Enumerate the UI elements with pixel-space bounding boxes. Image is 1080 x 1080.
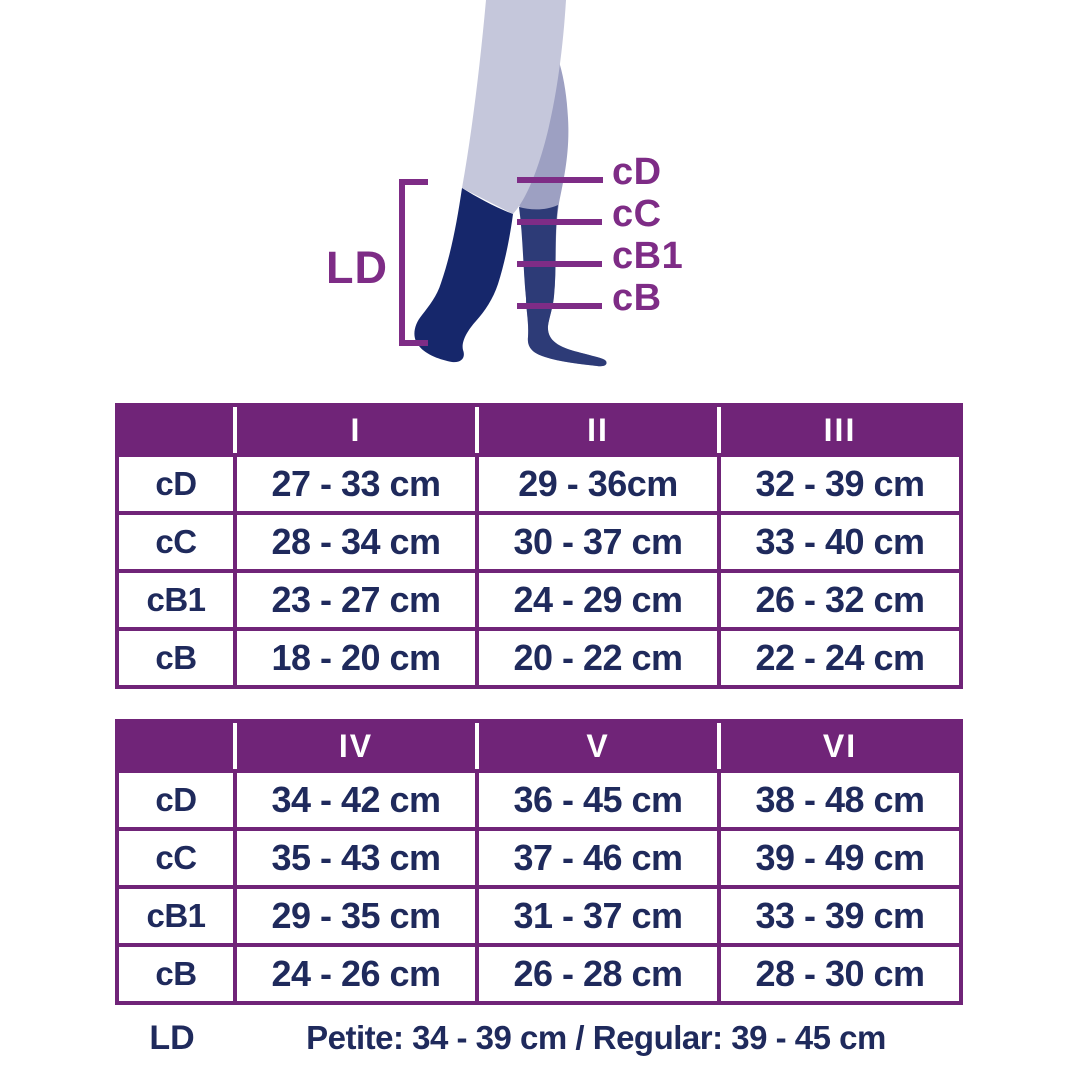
row-label-cb: cB [119,943,233,1001]
table-cell: 39 - 49 cm [717,827,959,885]
measure-label-cb1: cB1 [612,235,684,277]
size-table-2 [115,719,963,1005]
table-cell: 30 - 37 cm [475,511,717,569]
row-label-cb1: cB1 [119,885,233,943]
table-cell: 38 - 48 cm [717,769,959,827]
table-cell: 24 - 29 cm [475,569,717,627]
row-label-cd: cD [119,769,233,827]
column-header-size-iv: IV [233,723,475,769]
column-header-size-iii: III [717,407,959,453]
table-cell: 29 - 36cm [475,453,717,511]
column-header-size-i: I [233,407,475,453]
table-cell: 18 - 20 cm [233,627,475,685]
column-header-size-vi: VI [717,723,959,769]
table-cell: 26 - 28 cm [475,943,717,1001]
table-cell: 26 - 32 cm [717,569,959,627]
ld-bracket-label: LD [326,242,388,293]
row-label-cb: cB [119,627,233,685]
legs-graphic [0,0,1080,400]
table-cell: 36 - 45 cm [475,769,717,827]
measure-label-cd: cD [612,151,662,193]
table-cell: 24 - 26 cm [233,943,475,1001]
table-cell: 23 - 27 cm [233,569,475,627]
row-label-cd: cD [119,453,233,511]
column-header-size-ii: II [475,407,717,453]
size-table-1 [115,403,963,689]
ld-note-label: LD [149,1018,195,1057]
row-label-cc: cC [119,827,233,885]
column-header-size-v: V [475,723,717,769]
table-cell: 32 - 39 cm [717,453,959,511]
table-cell: 35 - 43 cm [233,827,475,885]
measure-label-cb: cB [612,277,662,319]
header-corner-cell [119,723,233,769]
table-cell: 37 - 46 cm [475,827,717,885]
table-cell: 20 - 22 cm [475,627,717,685]
row-label-cb1: cB1 [119,569,233,627]
table-cell: 31 - 37 cm [475,885,717,943]
row-label-cc: cC [119,511,233,569]
table-cell: 34 - 42 cm [233,769,475,827]
table-cell: 27 - 33 cm [233,453,475,511]
measure-label-cc: cC [612,193,662,235]
back-stocking-shape [519,205,607,366]
table-cell: 29 - 35 cm [233,885,475,943]
table-cell: 28 - 30 cm [717,943,959,1001]
header-corner-cell [119,407,233,453]
front-stocking-shape [414,188,513,362]
table-cell: 33 - 40 cm [717,511,959,569]
table-cell: 28 - 34 cm [233,511,475,569]
ld-note-text: Petite: 34 - 39 cm / Regular: 39 - 45 cm [306,1019,886,1056]
legs-illustration [0,0,1080,400]
ld-length-note [115,1012,963,1064]
table-cell: 33 - 39 cm [717,885,959,943]
table-cell: 22 - 24 cm [717,627,959,685]
